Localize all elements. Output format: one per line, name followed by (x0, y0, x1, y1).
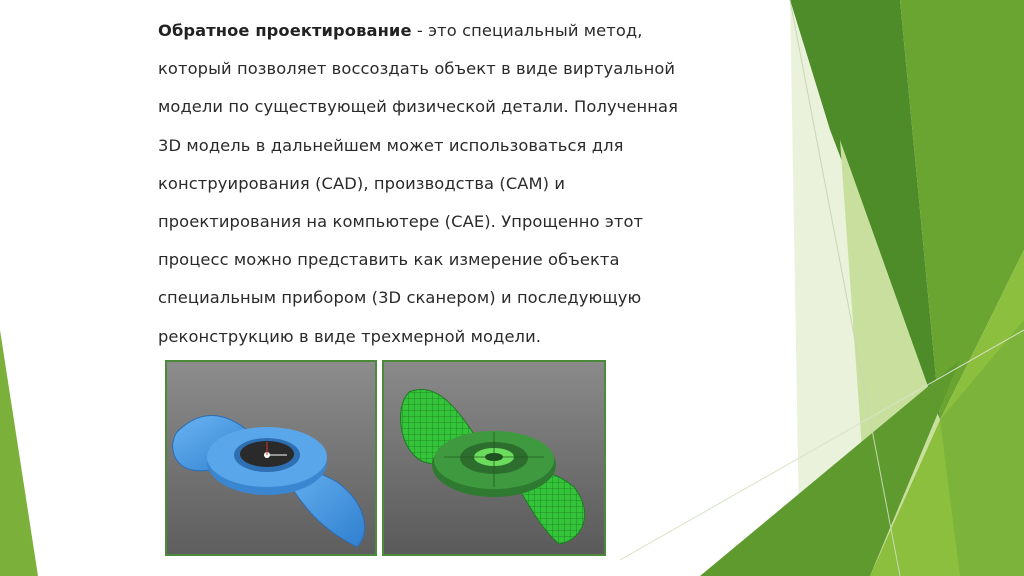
text-line: 3D модель в дальнейшем может использоваться для (158, 135, 624, 155)
text-line: который позволяет воссоздать объект в виде виртуальной (158, 59, 676, 79)
text-line: конструирования (CAD), производства (CAM) и (158, 173, 566, 193)
term-bold: Обратное проектирование (158, 21, 412, 40)
propeller-mesh-image (382, 360, 606, 556)
text-line: специальным прибором (3D сканером) и последующую (158, 288, 642, 308)
text-line: - это специальный метод, (411, 21, 643, 40)
text-line: проектирования на компьютере (CAE). Упрощенно этот (158, 212, 644, 232)
propeller-solid-image (165, 360, 377, 556)
propeller-solid-icon (167, 362, 375, 554)
slide-body-text (158, 12, 758, 356)
text-line: процесс можно представить как измерение объекта (158, 250, 620, 270)
text-line: реконструкцию в виде трехмерной модели. (158, 326, 542, 346)
deco-left-strip (0, 330, 38, 576)
text-line: модели по существующей физической детали. Полученная (158, 97, 678, 117)
comparison-images (165, 360, 606, 556)
propeller-mesh-icon (384, 362, 604, 554)
